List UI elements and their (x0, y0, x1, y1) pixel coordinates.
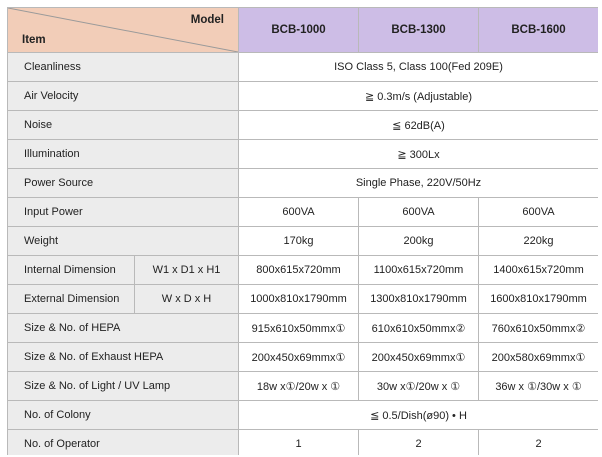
row-label: Input Power (8, 198, 239, 227)
cell-bcb-1600: 760x610x50mmx② (479, 314, 599, 343)
row-label: Noise (8, 111, 239, 140)
row-value: ≦ 62dB(A) (239, 111, 599, 140)
row-label: Air Velocity (8, 82, 239, 111)
row-weight (8, 227, 599, 256)
cell-bcb-1000: 915x610x50mmx① (239, 314, 359, 343)
model-label: Model (190, 14, 224, 26)
cell-bcb-1000: 170kg (239, 227, 359, 256)
cell-bcb-1000: 18w x①/20w x ① (239, 372, 359, 401)
cell-bcb-1600: 1600x810x1790mm (479, 285, 599, 314)
row-cleanliness (8, 53, 599, 82)
row-illumination (8, 140, 599, 169)
cell-bcb-1000: 600VA (239, 198, 359, 227)
row-label: No. of Operator (8, 430, 239, 456)
row-operator (8, 430, 599, 456)
row-hepa (8, 314, 599, 343)
spec-table (7, 7, 598, 455)
cell-bcb-1300: 1300x810x1790mm (359, 285, 479, 314)
cell-bcb-1000: 1000x810x1790mm (239, 285, 359, 314)
row-label: Internal Dimension (8, 256, 135, 285)
cell-bcb-1300: 200x450x69mmx① (359, 343, 479, 372)
row-input-power (8, 198, 599, 227)
cell-bcb-1300: 30w x①/20w x ① (359, 372, 479, 401)
cell-bcb-1000: 800x615x720mm (239, 256, 359, 285)
row-external-dimension (8, 285, 599, 314)
row-value: ≦ 0.5/Dish(ø90) • H (239, 401, 599, 430)
cell-bcb-1300: 600VA (359, 198, 479, 227)
row-air-velocity (8, 82, 599, 111)
row-value: ≧ 0.3m/s (Adjustable) (239, 82, 599, 111)
header-row (8, 8, 599, 53)
cell-bcb-1600: 2 (479, 430, 599, 456)
cell-bcb-1300: 610x610x50mmx② (359, 314, 479, 343)
row-exhaust-hepa (8, 343, 599, 372)
item-label: Item (22, 34, 46, 46)
model-bcb-1600: BCB-1600 (479, 8, 599, 53)
cell-bcb-1000: 1 (239, 430, 359, 456)
row-label: Illumination (8, 140, 239, 169)
row-internal-dimension (8, 256, 599, 285)
spec-table-container (7, 7, 598, 455)
row-label: No. of Colony (8, 401, 239, 430)
row-sublabel: W1 x D1 x H1 (135, 256, 239, 285)
item-model-header (8, 8, 239, 53)
cell-bcb-1300: 1100x615x720mm (359, 256, 479, 285)
row-label: External Dimension (8, 285, 135, 314)
model-bcb-1000: BCB-1000 (239, 8, 359, 53)
cell-bcb-1600: 220kg (479, 227, 599, 256)
cell-bcb-1300: 2 (359, 430, 479, 456)
row-value: ISO Class 5, Class 100(Fed 209E) (239, 53, 599, 82)
cell-bcb-1300: 200kg (359, 227, 479, 256)
cell-bcb-1600: 1400x615x720mm (479, 256, 599, 285)
cell-bcb-1600: 600VA (479, 198, 599, 227)
model-bcb-1300: BCB-1300 (359, 8, 479, 53)
row-label: Power Source (8, 169, 239, 198)
row-colony (8, 401, 599, 430)
row-power-source (8, 169, 599, 198)
row-value: Single Phase, 220V/50Hz (239, 169, 599, 198)
cell-bcb-1600: 200x580x69mmx① (479, 343, 599, 372)
row-value: ≧ 300Lx (239, 140, 599, 169)
row-label: Cleanliness (8, 53, 239, 82)
row-label: Size & No. of HEPA (8, 314, 239, 343)
row-label: Weight (8, 227, 239, 256)
row-label: Size & No. of Exhaust HEPA (8, 343, 239, 372)
cell-bcb-1600: 36w x ①/30w x ① (479, 372, 599, 401)
row-sublabel: W x D x H (135, 285, 239, 314)
row-label: Size & No. of Light / UV Lamp (8, 372, 239, 401)
row-lamp (8, 372, 599, 401)
row-noise (8, 111, 599, 140)
cell-bcb-1000: 200x450x69mmx① (239, 343, 359, 372)
